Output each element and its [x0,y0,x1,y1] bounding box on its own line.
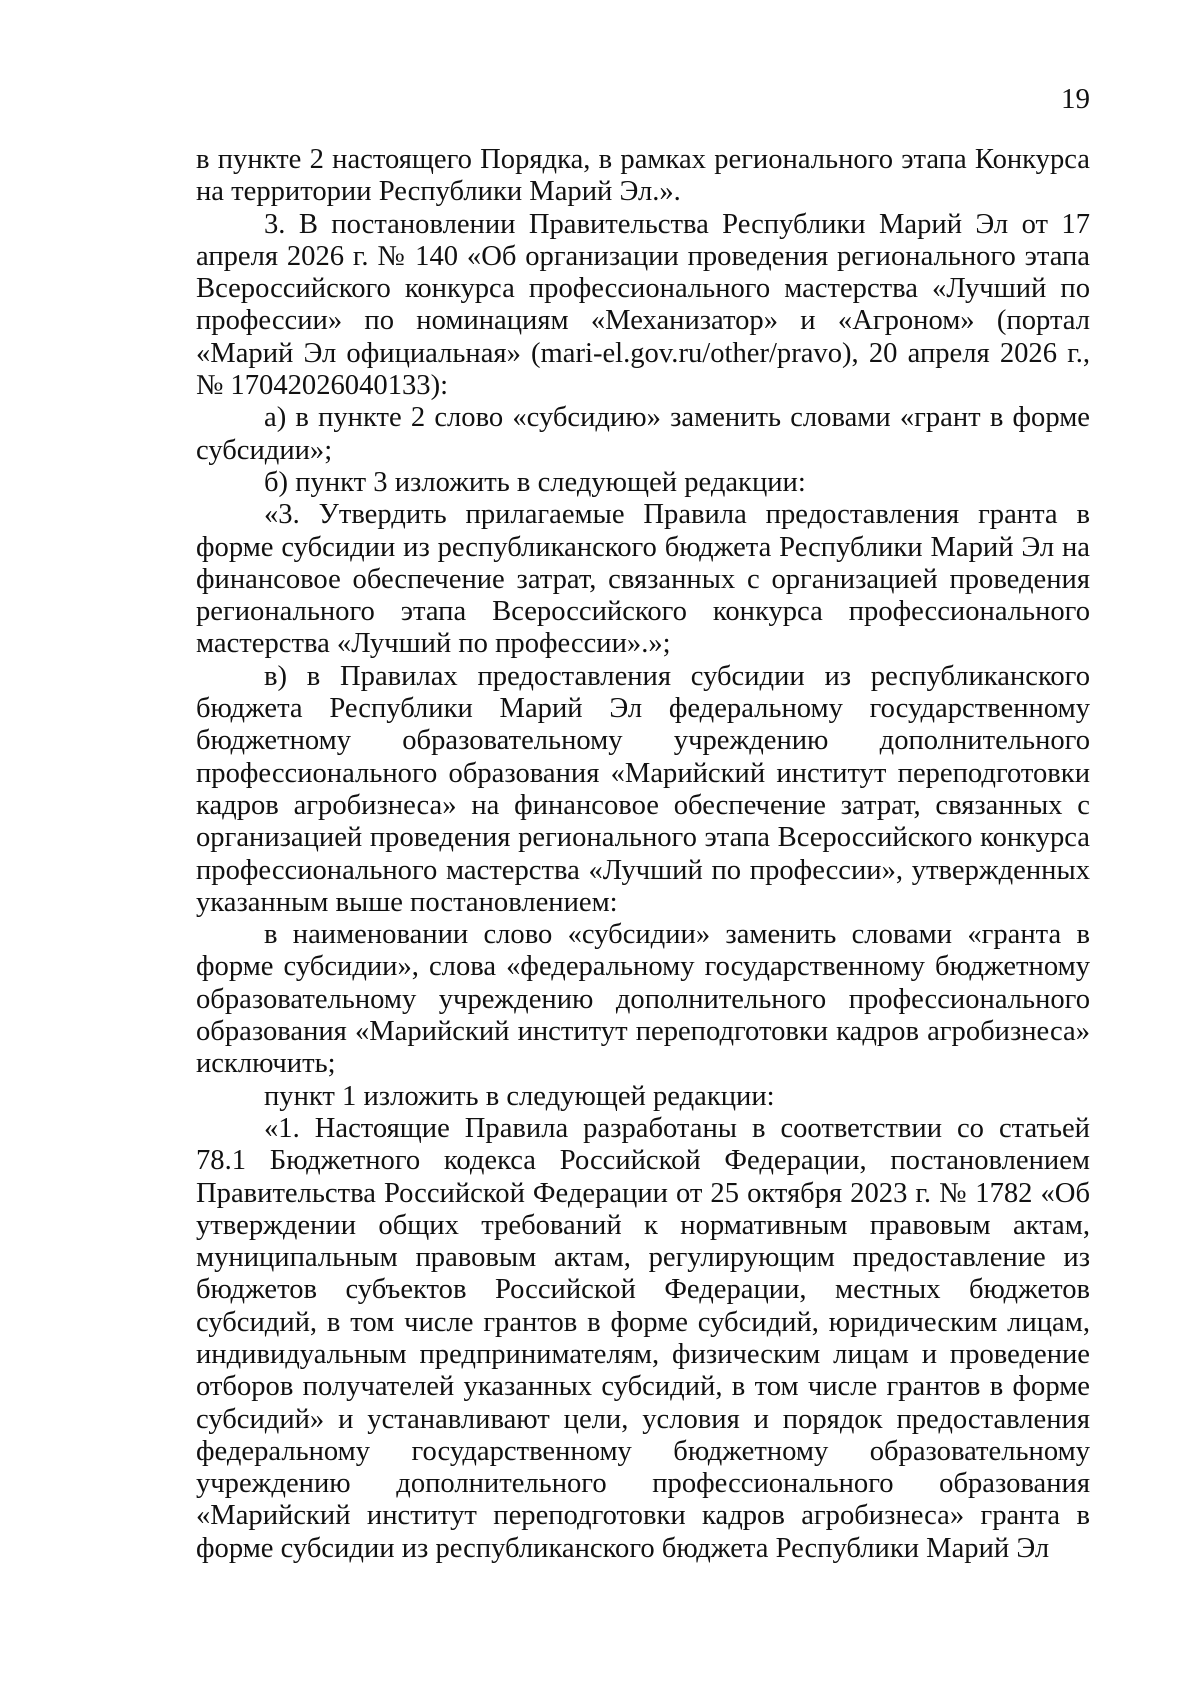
paragraph-quoted-item-3: «3. Утвердить прилагаемые Правила предоставления гранта в форме субсидии из республиканского бюджета Республики Марий Эл на финансовое обеспечение затрат, связанных с организацией проведения регионального этапа Всероссийского конкурса профессионального мастерства «Лучший по профессии».»; [196,499,1090,660]
paragraph-continuation: в пункте 2 настоящего Порядка, в рамках регионального этапа Конкурса на территории Республики Марий Эл.». [196,144,1090,208]
paragraph-item-3: 3. В постановлении Правительства Республики Марий Эл от 17 апреля 2026 г. № 140 «Об организации проведения регионального этапа Всероссийского конкурса профессионального мастерства «Лучший по профессии» по номинациям «Механизатор» и «Агроном» (портал «Марий Эл официальная» (mari-el.gov.ru/other/pravo), 20 апреля 2026 г., № 17042026040133): [196,208,1090,402]
page-number: 19 [1061,83,1090,115]
paragraph-quoted-item-1: «1. Настоящие Правила разработаны в соответствии со статьей 78.1 Бюджетного кодекса Российской Федерации, постановлением Правительства Российской Федерации от 25 октября 2023 г. № 1782 «Об утверждении общих требований к нормативным правовым актам, муниципальным правовым актам, регулирующим предоставление из бюджетов субъектов Российской Федерации, местных бюджетов субсидий, в том числе грантов в форме субсидий, юридическим лицам, индивидуальным предпринимателям, физическим лицам и проведение отборов получателей указанных субсидий, в том числе грантов в форме субсидий» и устанавливают цели, условия и порядок предоставления федеральному государственному бюджетному образовательному учреждению дополнительного профессионального образования «Марийский институт переподготовки кадров агробизнеса» гранта в форме субсидии из республиканского бюджета Республики Марий Эл [196,1112,1090,1564]
document-body [196,144,1090,1565]
paragraph-item-1-intro: пункт 1 изложить в следующей редакции: [264,1080,775,1112]
paragraph-title-change: в наименовании слово «субсидии» заменить словами «гранта в форме субсидии», слова «федеральному государственному бюджетному образовательному учреждению дополнительного профессионального образования «Марийский институт переподготовки кадров агробизнеса» исключить; [196,919,1090,1080]
paragraph-subitem-a: а) в пункте 2 слово «субсидию» заменить словами «грант в форме субсидии»; [196,402,1090,466]
paragraph-subitem-b: б) пункт 3 изложить в следующей редакции: [264,466,806,498]
paragraph-subitem-v: в) в Правилах предоставления субсидии из республиканского бюджета Республики Марий Эл федеральному государственному бюджетному образовательному учреждению дополнительного профессионального образования «Марийский институт переподготовки кадров агробизнеса» на финансовое обеспечение затрат, связанных с организацией проведения регионального этапа Всероссийского конкурса профессионального мастерства «Лучший по профессии», утвержденных указанным выше постановлением: [196,660,1090,918]
